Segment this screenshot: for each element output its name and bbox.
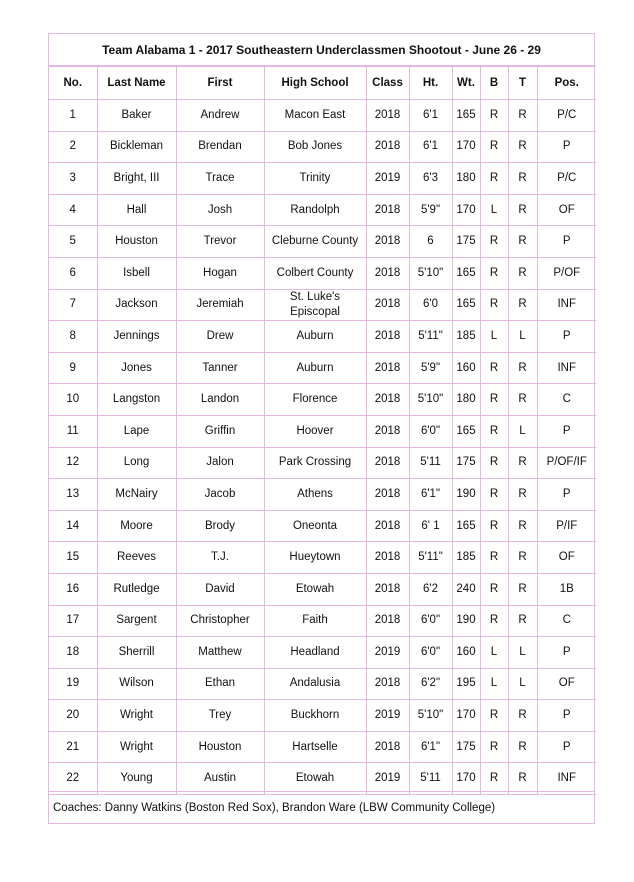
cell-bats: R	[480, 447, 508, 479]
cell-position: INF	[537, 289, 596, 321]
roster-table	[49, 66, 596, 795]
cell-no: 11	[49, 415, 97, 447]
cell-throws: R	[508, 131, 537, 163]
table-row	[49, 131, 596, 163]
roster-title: Team Alabama 1 - 2017 Southeastern Underclassmen Shootout - June 26 - 29	[49, 34, 594, 66]
cell-position: P	[537, 700, 596, 732]
table-row	[49, 605, 596, 637]
cell-first: Ethan	[176, 668, 264, 700]
cell-bats: R	[480, 700, 508, 732]
cell-last-name: Moore	[97, 510, 176, 542]
cell-last-name: Jennings	[97, 321, 176, 353]
cell-weight: 195	[452, 668, 480, 700]
cell-throws: R	[508, 700, 537, 732]
cell-first: David	[176, 573, 264, 605]
cell-bats: R	[480, 163, 508, 195]
cell-high-school: Buckhorn	[264, 700, 366, 732]
cell-position: INF	[537, 763, 596, 795]
cell-first: T.J.	[176, 542, 264, 574]
cell-height: 5'11	[409, 447, 452, 479]
cell-no: 13	[49, 479, 97, 511]
cell-throws: R	[508, 447, 537, 479]
cell-weight: 160	[452, 352, 480, 384]
cell-bats: R	[480, 479, 508, 511]
cell-position: P	[537, 415, 596, 447]
cell-position: P	[537, 131, 596, 163]
table-row	[49, 542, 596, 574]
cell-no: 22	[49, 763, 97, 795]
cell-bats: R	[480, 100, 508, 132]
cell-position: C	[537, 384, 596, 416]
cell-weight: 190	[452, 479, 480, 511]
cell-position: INF	[537, 352, 596, 384]
cell-last-name: Long	[97, 447, 176, 479]
cell-height: 6	[409, 226, 452, 258]
table-row	[49, 510, 596, 542]
cell-position: P	[537, 637, 596, 669]
cell-weight: 165	[452, 510, 480, 542]
cell-weight: 160	[452, 637, 480, 669]
cell-high-school: Oneonta	[264, 510, 366, 542]
cell-height: 5'10"	[409, 700, 452, 732]
table-row	[49, 415, 596, 447]
coaches-text: Coaches: Danny Watkins (Boston Red Sox), Brandon Ware (LBW Community College)	[53, 802, 496, 814]
cell-class: 2019	[366, 700, 409, 732]
cell-position: P/C	[537, 163, 596, 195]
cell-last-name: Jones	[97, 352, 176, 384]
cell-throws: L	[508, 415, 537, 447]
cell-no: 16	[49, 573, 97, 605]
cell-first: Christopher	[176, 605, 264, 637]
table-row	[49, 700, 596, 732]
cell-height: 6'0"	[409, 605, 452, 637]
cell-first: Brody	[176, 510, 264, 542]
table-row	[49, 321, 596, 353]
cell-first: Trevor	[176, 226, 264, 258]
cell-high-school: Etowah	[264, 763, 366, 795]
cell-position: OF	[537, 194, 596, 226]
roster-sheet	[48, 33, 595, 824]
cell-position: P/C	[537, 100, 596, 132]
cell-high-school: Florence	[264, 384, 366, 416]
cell-last-name: Langston	[97, 384, 176, 416]
col-header-first: First	[176, 67, 264, 100]
cell-height: 6'2"	[409, 668, 452, 700]
cell-high-school: Hoover	[264, 415, 366, 447]
cell-height: 5'11"	[409, 542, 452, 574]
cell-last-name: McNairy	[97, 479, 176, 511]
cell-throws: R	[508, 226, 537, 258]
table-row	[49, 289, 596, 321]
cell-bats: L	[480, 637, 508, 669]
cell-bats: R	[480, 289, 508, 321]
table-row	[49, 731, 596, 763]
cell-class: 2018	[366, 731, 409, 763]
cell-high-school: Cleburne County	[264, 226, 366, 258]
cell-bats: R	[480, 542, 508, 574]
cell-height: 6' 1	[409, 510, 452, 542]
table-row	[49, 100, 596, 132]
cell-first: Jeremiah	[176, 289, 264, 321]
col-header-position: Pos.	[537, 67, 596, 100]
cell-last-name: Wright	[97, 731, 176, 763]
cell-class: 2019	[366, 163, 409, 195]
cell-throws: L	[508, 637, 537, 669]
cell-throws: R	[508, 573, 537, 605]
cell-weight: 175	[452, 731, 480, 763]
cell-weight: 175	[452, 226, 480, 258]
table-row	[49, 257, 596, 289]
cell-no: 2	[49, 131, 97, 163]
table-row	[49, 668, 596, 700]
cell-position: P	[537, 479, 596, 511]
cell-weight: 165	[452, 415, 480, 447]
cell-bats: R	[480, 415, 508, 447]
cell-class: 2018	[366, 605, 409, 637]
cell-bats: R	[480, 352, 508, 384]
cell-throws: R	[508, 289, 537, 321]
cell-class: 2018	[366, 226, 409, 258]
cell-class: 2018	[366, 100, 409, 132]
cell-no: 4	[49, 194, 97, 226]
cell-last-name: Wilson	[97, 668, 176, 700]
cell-bats: L	[480, 194, 508, 226]
col-header-class: Class	[366, 67, 409, 100]
cell-height: 6'0	[409, 289, 452, 321]
table-row	[49, 194, 596, 226]
cell-high-school: Auburn	[264, 352, 366, 384]
cell-last-name: Baker	[97, 100, 176, 132]
cell-first: Houston	[176, 731, 264, 763]
cell-class: 2018	[366, 479, 409, 511]
cell-class: 2018	[366, 542, 409, 574]
cell-bats: L	[480, 668, 508, 700]
cell-height: 6'1"	[409, 731, 452, 763]
cell-bats: R	[480, 763, 508, 795]
cell-last-name: Wright	[97, 700, 176, 732]
col-header-throws: T	[508, 67, 537, 100]
cell-last-name: Hall	[97, 194, 176, 226]
cell-last-name: Bickleman	[97, 131, 176, 163]
cell-high-school: Hartselle	[264, 731, 366, 763]
cell-height: 6'1"	[409, 479, 452, 511]
cell-throws: R	[508, 763, 537, 795]
cell-height: 6'3	[409, 163, 452, 195]
cell-no: 1	[49, 100, 97, 132]
cell-no: 17	[49, 605, 97, 637]
cell-height: 5'9"	[409, 352, 452, 384]
header-row	[49, 67, 596, 100]
cell-height: 5'11	[409, 763, 452, 795]
cell-first: Matthew	[176, 637, 264, 669]
cell-last-name: Houston	[97, 226, 176, 258]
roster-body	[49, 100, 596, 795]
cell-throws: L	[508, 321, 537, 353]
cell-high-school: Andalusia	[264, 668, 366, 700]
cell-weight: 170	[452, 194, 480, 226]
cell-bats: R	[480, 384, 508, 416]
cell-last-name: Jackson	[97, 289, 176, 321]
cell-no: 14	[49, 510, 97, 542]
cell-class: 2018	[366, 668, 409, 700]
col-header-bats: B	[480, 67, 508, 100]
cell-first: Trace	[176, 163, 264, 195]
cell-first: Andrew	[176, 100, 264, 132]
cell-weight: 190	[452, 605, 480, 637]
cell-high-school: Etowah	[264, 573, 366, 605]
cell-high-school: Park Crossing	[264, 447, 366, 479]
cell-first: Hogan	[176, 257, 264, 289]
cell-position: 1B	[537, 573, 596, 605]
cell-bats: L	[480, 321, 508, 353]
cell-class: 2018	[366, 384, 409, 416]
cell-weight: 170	[452, 700, 480, 732]
cell-high-school: Faith	[264, 605, 366, 637]
cell-weight: 170	[452, 763, 480, 795]
cell-position: P	[537, 321, 596, 353]
cell-throws: L	[508, 668, 537, 700]
cell-no: 8	[49, 321, 97, 353]
cell-class: 2018	[366, 510, 409, 542]
cell-class: 2018	[366, 289, 409, 321]
cell-high-school: Auburn	[264, 321, 366, 353]
cell-bats: R	[480, 257, 508, 289]
cell-class: 2018	[366, 131, 409, 163]
cell-no: 9	[49, 352, 97, 384]
cell-no: 5	[49, 226, 97, 258]
cell-last-name: Bright, III	[97, 163, 176, 195]
cell-high-school: Athens	[264, 479, 366, 511]
cell-no: 7	[49, 289, 97, 321]
cell-throws: R	[508, 479, 537, 511]
cell-high-school: Macon East	[264, 100, 366, 132]
cell-first: Jacob	[176, 479, 264, 511]
cell-height: 6'1	[409, 131, 452, 163]
cell-first: Trey	[176, 700, 264, 732]
cell-high-school: Randolph	[264, 194, 366, 226]
cell-weight: 170	[452, 131, 480, 163]
cell-first: Tanner	[176, 352, 264, 384]
cell-weight: 165	[452, 100, 480, 132]
table-row	[49, 479, 596, 511]
cell-throws: R	[508, 352, 537, 384]
table-row	[49, 573, 596, 605]
cell-bats: R	[480, 131, 508, 163]
cell-throws: R	[508, 257, 537, 289]
cell-throws: R	[508, 510, 537, 542]
coaches-footer	[49, 791, 594, 823]
cell-weight: 240	[452, 573, 480, 605]
cell-height: 5'11"	[409, 321, 452, 353]
cell-no: 3	[49, 163, 97, 195]
cell-weight: 180	[452, 163, 480, 195]
cell-first: Drew	[176, 321, 264, 353]
cell-weight: 180	[452, 384, 480, 416]
cell-last-name: Young	[97, 763, 176, 795]
cell-high-school: Bob Jones	[264, 131, 366, 163]
col-header-weight: Wt.	[452, 67, 480, 100]
table-row	[49, 163, 596, 195]
table-row	[49, 384, 596, 416]
cell-last-name: Sargent	[97, 605, 176, 637]
cell-last-name: Sherrill	[97, 637, 176, 669]
cell-throws: R	[508, 100, 537, 132]
cell-high-school: Hueytown	[264, 542, 366, 574]
cell-weight: 165	[452, 289, 480, 321]
cell-first: Josh	[176, 194, 264, 226]
cell-no: 21	[49, 731, 97, 763]
cell-no: 15	[49, 542, 97, 574]
cell-first: Griffin	[176, 415, 264, 447]
cell-throws: R	[508, 731, 537, 763]
cell-position: OF	[537, 668, 596, 700]
cell-weight: 165	[452, 257, 480, 289]
cell-position: C	[537, 605, 596, 637]
table-row	[49, 447, 596, 479]
cell-height: 6'1	[409, 100, 452, 132]
cell-no: 18	[49, 637, 97, 669]
cell-no: 20	[49, 700, 97, 732]
cell-height: 6'2	[409, 573, 452, 605]
col-header-last-name: Last Name	[97, 67, 176, 100]
cell-height: 6'0"	[409, 415, 452, 447]
col-header-high-school: High School	[264, 67, 366, 100]
cell-class: 2018	[366, 321, 409, 353]
cell-bats: R	[480, 605, 508, 637]
cell-class: 2018	[366, 257, 409, 289]
cell-first: Brendan	[176, 131, 264, 163]
cell-bats: R	[480, 510, 508, 542]
cell-class: 2019	[366, 763, 409, 795]
cell-throws: R	[508, 542, 537, 574]
cell-last-name: Isbell	[97, 257, 176, 289]
cell-position: P	[537, 731, 596, 763]
col-header-no: No.	[49, 67, 97, 100]
cell-height: 5'9"	[409, 194, 452, 226]
cell-high-school: Trinity	[264, 163, 366, 195]
cell-no: 6	[49, 257, 97, 289]
cell-last-name: Lape	[97, 415, 176, 447]
cell-bats: R	[480, 226, 508, 258]
cell-high-school: Colbert County	[264, 257, 366, 289]
cell-last-name: Reeves	[97, 542, 176, 574]
cell-throws: R	[508, 163, 537, 195]
cell-class: 2018	[366, 415, 409, 447]
cell-first: Jalon	[176, 447, 264, 479]
table-row	[49, 352, 596, 384]
cell-position: P	[537, 226, 596, 258]
table-row	[49, 763, 596, 795]
cell-height: 6'0"	[409, 637, 452, 669]
cell-first: Austin	[176, 763, 264, 795]
cell-height: 5'10"	[409, 257, 452, 289]
table-row	[49, 637, 596, 669]
cell-no: 19	[49, 668, 97, 700]
cell-height: 5'10"	[409, 384, 452, 416]
cell-throws: R	[508, 384, 537, 416]
cell-weight: 185	[452, 542, 480, 574]
cell-no: 12	[49, 447, 97, 479]
cell-position: OF	[537, 542, 596, 574]
cell-first: Landon	[176, 384, 264, 416]
cell-bats: R	[480, 731, 508, 763]
cell-class: 2018	[366, 352, 409, 384]
cell-class: 2018	[366, 194, 409, 226]
cell-class: 2019	[366, 637, 409, 669]
cell-class: 2018	[366, 573, 409, 605]
col-header-height: Ht.	[409, 67, 452, 100]
cell-bats: R	[480, 573, 508, 605]
cell-class: 2018	[366, 447, 409, 479]
table-row	[49, 226, 596, 258]
cell-last-name: Rutledge	[97, 573, 176, 605]
cell-weight: 185	[452, 321, 480, 353]
cell-position: P/IF	[537, 510, 596, 542]
cell-throws: R	[508, 605, 537, 637]
cell-weight: 175	[452, 447, 480, 479]
cell-high-school: Headland	[264, 637, 366, 669]
cell-no: 10	[49, 384, 97, 416]
cell-position: P/OF	[537, 257, 596, 289]
cell-high-school: St. Luke's Episcopal	[264, 289, 366, 321]
cell-position: P/OF/IF	[537, 447, 596, 479]
cell-throws: R	[508, 194, 537, 226]
